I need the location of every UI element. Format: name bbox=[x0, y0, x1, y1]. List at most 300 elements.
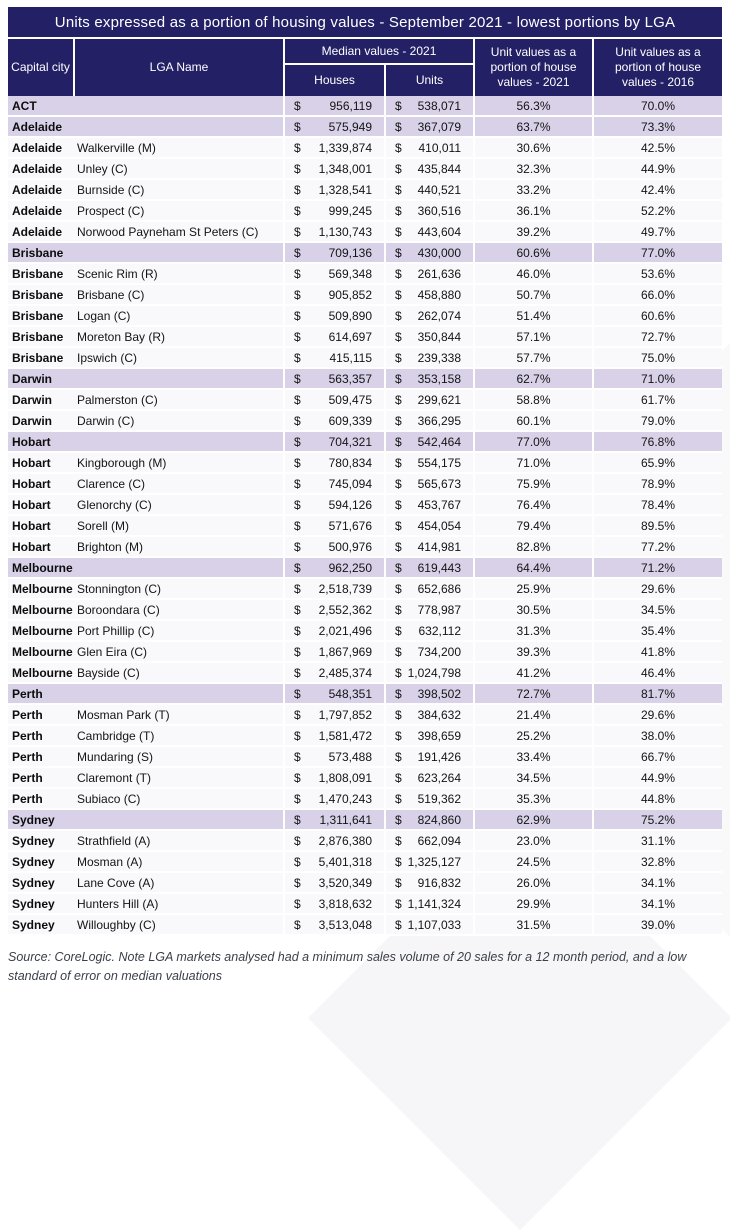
lga-name-cell: Mundaring (S) bbox=[75, 747, 285, 766]
currency-symbol: $ bbox=[395, 476, 402, 491]
portion-2016-cell: 72.7% bbox=[640, 329, 676, 344]
houses-value-cell bbox=[285, 201, 386, 220]
currency-symbol: $ bbox=[294, 665, 301, 680]
amount-text: 548,351 bbox=[328, 686, 372, 701]
houses-value-cell bbox=[285, 264, 386, 283]
currency-symbol: $ bbox=[294, 371, 301, 386]
currency-symbol: $ bbox=[395, 896, 402, 911]
amount-text: 2,485,374 bbox=[318, 665, 372, 680]
table-row bbox=[8, 306, 722, 327]
currency-symbol: $ bbox=[294, 392, 301, 407]
amount-text: 443,604 bbox=[417, 224, 461, 239]
portion-2016-cell: 34.1% bbox=[640, 875, 676, 890]
currency-symbol: $ bbox=[395, 854, 402, 869]
amount-text: 261,636 bbox=[417, 266, 461, 281]
portion-2016-cell: 34.5% bbox=[640, 602, 676, 617]
amount-text: 999,245 bbox=[328, 203, 372, 218]
houses-value-cell bbox=[285, 390, 386, 409]
amount-text: 538,071 bbox=[417, 98, 461, 113]
houses-value-cell bbox=[285, 579, 386, 598]
amount-text: 709,136 bbox=[328, 245, 372, 260]
portion-2021-cell: 50.7% bbox=[475, 285, 594, 304]
summary-row bbox=[8, 117, 722, 138]
amount-text: 956,119 bbox=[329, 98, 372, 113]
houses-value-cell bbox=[285, 726, 386, 745]
table-row bbox=[8, 285, 722, 306]
column-header-houses: Houses bbox=[285, 65, 386, 96]
amount-text: 353,158 bbox=[417, 371, 461, 386]
currency-symbol: $ bbox=[395, 917, 402, 932]
units-value-cell bbox=[386, 369, 475, 388]
portion-2016-cell: 39.0% bbox=[640, 917, 676, 932]
capital-city-cell: Hobart bbox=[12, 476, 51, 491]
table-row bbox=[8, 222, 722, 243]
currency-symbol: $ bbox=[395, 770, 402, 785]
amount-text: 619,443 bbox=[417, 560, 461, 575]
table-body bbox=[8, 96, 722, 936]
currency-symbol: $ bbox=[294, 854, 301, 869]
portion-2016-cell: 77.2% bbox=[640, 539, 676, 554]
currency-symbol: $ bbox=[294, 686, 301, 701]
amount-text: 563,357 bbox=[328, 371, 372, 386]
lga-name-cell: Hunters Hill (A) bbox=[75, 894, 285, 913]
capital-city-cell: ACT bbox=[12, 98, 37, 113]
amount-text: 1,024,798 bbox=[407, 665, 461, 680]
currency-symbol: $ bbox=[294, 833, 301, 848]
units-value-cell bbox=[386, 159, 475, 178]
portion-2016-cell: 71.0% bbox=[640, 371, 676, 386]
portion-2021-cell: 63.7% bbox=[475, 117, 594, 136]
currency-symbol: $ bbox=[395, 812, 402, 827]
currency-symbol: $ bbox=[294, 329, 301, 344]
capital-city-cell: Perth bbox=[12, 791, 43, 806]
amount-text: 571,676 bbox=[328, 518, 372, 533]
houses-value-cell bbox=[285, 915, 386, 934]
portion-2021-cell: 30.5% bbox=[475, 600, 594, 619]
portion-2021-cell: 41.2% bbox=[475, 663, 594, 682]
currency-symbol: $ bbox=[395, 707, 402, 722]
amount-text: 3,818,632 bbox=[318, 896, 372, 911]
units-value-cell bbox=[386, 894, 475, 913]
table-row bbox=[8, 789, 722, 810]
houses-value-cell bbox=[285, 537, 386, 556]
column-header-lga-name: LGA Name bbox=[75, 39, 285, 96]
capital-city-cell: Brisbane bbox=[12, 245, 64, 260]
table-row bbox=[8, 537, 722, 558]
currency-symbol: $ bbox=[294, 896, 301, 911]
currency-symbol: $ bbox=[294, 875, 301, 890]
units-value-cell bbox=[386, 348, 475, 367]
capital-city-cell: Perth bbox=[12, 749, 43, 764]
portion-2021-cell: 33.2% bbox=[475, 180, 594, 199]
lga-name-cell: Walkerville (M) bbox=[75, 138, 285, 157]
amount-text: 573,488 bbox=[328, 749, 372, 764]
houses-value-cell bbox=[285, 348, 386, 367]
portion-2021-cell: 62.9% bbox=[475, 810, 594, 829]
houses-value-cell bbox=[285, 180, 386, 199]
amount-text: 1,328,541 bbox=[318, 182, 372, 197]
amount-text: 398,659 bbox=[417, 728, 461, 743]
currency-symbol: $ bbox=[395, 875, 402, 890]
houses-value-cell bbox=[285, 705, 386, 724]
houses-value-cell bbox=[285, 621, 386, 640]
capital-city-cell: Melbourne bbox=[12, 644, 73, 659]
units-value-cell bbox=[386, 327, 475, 346]
currency-symbol: $ bbox=[294, 812, 301, 827]
portion-2021-cell: 82.8% bbox=[475, 537, 594, 556]
units-value-cell bbox=[386, 306, 475, 325]
amount-text: 500,976 bbox=[328, 539, 372, 554]
table-row bbox=[8, 747, 722, 768]
table-title bbox=[8, 7, 722, 37]
capital-city-cell: Brisbane bbox=[12, 329, 64, 344]
lga-name-cell: Unley (C) bbox=[75, 159, 285, 178]
portion-2021-cell: 76.4% bbox=[475, 495, 594, 514]
units-value-cell bbox=[386, 915, 475, 934]
amount-text: 1,348,001 bbox=[318, 161, 372, 176]
capital-city-cell: Sydney bbox=[12, 833, 55, 848]
portion-2016-cell: 77.0% bbox=[640, 245, 676, 260]
portion-2016-cell: 31.1% bbox=[640, 833, 676, 848]
amount-text: 350,844 bbox=[417, 329, 461, 344]
houses-value-cell bbox=[285, 873, 386, 892]
portion-2021-cell: 24.5% bbox=[475, 852, 594, 871]
portion-2016-cell: 66.0% bbox=[640, 287, 676, 302]
capital-city-cell: Darwin bbox=[12, 413, 53, 428]
currency-symbol: $ bbox=[294, 539, 301, 554]
houses-value-cell bbox=[285, 558, 386, 577]
capital-city-cell: Perth bbox=[12, 728, 43, 743]
table-row bbox=[8, 642, 722, 663]
lga-name-cell: Port Phillip (C) bbox=[75, 621, 285, 640]
summary-row bbox=[8, 432, 722, 453]
capital-city-cell: Sydney bbox=[12, 854, 55, 869]
amount-text: 458,880 bbox=[417, 287, 461, 302]
units-value-cell bbox=[386, 663, 475, 682]
portion-2016-cell: 61.7% bbox=[640, 392, 676, 407]
currency-symbol: $ bbox=[294, 644, 301, 659]
table-row bbox=[8, 852, 722, 873]
capital-city-cell: Darwin bbox=[12, 371, 53, 386]
amount-text: 1,325,127 bbox=[407, 854, 461, 869]
amount-text: 734,200 bbox=[417, 644, 461, 659]
houses-value-cell bbox=[285, 243, 386, 262]
currency-symbol: $ bbox=[395, 371, 402, 386]
amount-text: 824,860 bbox=[417, 812, 461, 827]
portion-2021-cell: 57.7% bbox=[475, 348, 594, 367]
currency-symbol: $ bbox=[294, 224, 301, 239]
table-row bbox=[8, 180, 722, 201]
portion-2021-cell: 39.2% bbox=[475, 222, 594, 241]
capital-city-cell: Sydney bbox=[12, 875, 55, 890]
portion-2021-cell: 57.1% bbox=[475, 327, 594, 346]
currency-symbol: $ bbox=[395, 833, 402, 848]
amount-text: 745,094 bbox=[328, 476, 372, 491]
units-value-cell bbox=[386, 684, 475, 703]
portion-2016-cell: 52.2% bbox=[640, 203, 676, 218]
capital-city-cell: Perth bbox=[12, 707, 43, 722]
units-value-cell bbox=[386, 432, 475, 451]
capital-city-cell: Brisbane bbox=[12, 287, 64, 302]
currency-symbol: $ bbox=[395, 623, 402, 638]
currency-symbol: $ bbox=[395, 224, 402, 239]
lga-name-cell bbox=[75, 558, 285, 577]
capital-city-cell: Brisbane bbox=[12, 308, 64, 323]
currency-symbol: $ bbox=[395, 686, 402, 701]
capital-city-cell: Hobart bbox=[12, 539, 51, 554]
currency-symbol: $ bbox=[294, 560, 301, 575]
portion-2016-cell: 42.5% bbox=[640, 140, 676, 155]
portion-2016-cell: 34.1% bbox=[640, 896, 676, 911]
lga-name-cell: Cambridge (T) bbox=[75, 726, 285, 745]
amount-text: 623,264 bbox=[417, 770, 461, 785]
currency-symbol: $ bbox=[294, 476, 301, 491]
units-value-cell bbox=[386, 96, 475, 115]
amount-text: 440,521 bbox=[417, 182, 461, 197]
capital-city-cell: Sydney bbox=[12, 896, 55, 911]
currency-symbol: $ bbox=[395, 665, 402, 680]
lga-name-cell: Scenic Rim (R) bbox=[75, 264, 285, 283]
table-row bbox=[8, 327, 722, 348]
amount-text: 554,175 bbox=[417, 455, 461, 470]
capital-city-cell: Adelaide bbox=[12, 203, 63, 218]
table-row bbox=[8, 579, 722, 600]
units-value-cell bbox=[386, 264, 475, 283]
amount-text: 3,513,048 bbox=[318, 917, 372, 932]
currency-symbol: $ bbox=[294, 581, 301, 596]
currency-symbol: $ bbox=[294, 119, 301, 134]
portion-2021-cell: 51.4% bbox=[475, 306, 594, 325]
currency-symbol: $ bbox=[395, 518, 402, 533]
amount-text: 594,126 bbox=[328, 497, 372, 512]
lga-name-cell: Brighton (M) bbox=[75, 537, 285, 556]
houses-value-cell bbox=[285, 600, 386, 619]
portion-2021-cell: 56.3% bbox=[475, 96, 594, 115]
houses-value-cell bbox=[285, 516, 386, 535]
portion-2021-cell: 25.9% bbox=[475, 579, 594, 598]
lga-name-cell: Bayside (C) bbox=[75, 663, 285, 682]
amount-text: 565,673 bbox=[417, 476, 461, 491]
table-row bbox=[8, 768, 722, 789]
portion-2016-cell: 29.6% bbox=[640, 581, 676, 596]
capital-city-cell: Adelaide bbox=[12, 224, 63, 239]
amount-text: 1,311,641 bbox=[319, 812, 372, 827]
currency-symbol: $ bbox=[395, 119, 402, 134]
currency-symbol: $ bbox=[294, 161, 301, 176]
currency-symbol: $ bbox=[395, 455, 402, 470]
lga-name-cell: Glenorchy (C) bbox=[75, 495, 285, 514]
portion-2021-cell: 23.0% bbox=[475, 831, 594, 850]
units-value-cell bbox=[386, 558, 475, 577]
lga-name-cell: Palmerston (C) bbox=[75, 390, 285, 409]
amount-text: 414,981 bbox=[417, 539, 461, 554]
units-value-cell bbox=[386, 453, 475, 472]
portion-2021-cell: 31.3% bbox=[475, 621, 594, 640]
lga-name-cell: Logan (C) bbox=[75, 306, 285, 325]
lga-name-cell: Claremont (T) bbox=[75, 768, 285, 787]
report-table bbox=[8, 7, 722, 986]
lga-name-cell bbox=[75, 243, 285, 262]
table-row bbox=[8, 390, 722, 411]
currency-symbol: $ bbox=[395, 182, 402, 197]
summary-row bbox=[8, 96, 722, 117]
amount-text: 905,852 bbox=[328, 287, 372, 302]
capital-city-cell: Perth bbox=[12, 686, 43, 701]
table-row bbox=[8, 495, 722, 516]
houses-value-cell bbox=[285, 684, 386, 703]
lga-name-cell: Subiaco (C) bbox=[75, 789, 285, 808]
capital-city-cell: Adelaide bbox=[12, 182, 63, 197]
amount-text: 410,011 bbox=[418, 140, 461, 155]
units-value-cell bbox=[386, 747, 475, 766]
portion-2016-cell: 73.3% bbox=[640, 119, 676, 134]
portion-2016-cell: 89.5% bbox=[640, 518, 676, 533]
amount-text: 366,295 bbox=[417, 413, 461, 428]
currency-symbol: $ bbox=[395, 644, 402, 659]
currency-symbol: $ bbox=[294, 434, 301, 449]
lga-name-cell bbox=[75, 810, 285, 829]
units-value-cell bbox=[386, 474, 475, 493]
units-value-cell bbox=[386, 138, 475, 157]
houses-value-cell bbox=[285, 663, 386, 682]
amount-text: 454,054 bbox=[417, 518, 461, 533]
amount-text: 191,426 bbox=[417, 749, 461, 764]
currency-symbol: $ bbox=[395, 434, 402, 449]
houses-value-cell bbox=[285, 432, 386, 451]
column-header-capital-city: Capital city bbox=[8, 39, 75, 96]
portion-2021-cell: 60.6% bbox=[475, 243, 594, 262]
portion-2016-cell: 44.8% bbox=[640, 791, 676, 806]
currency-symbol: $ bbox=[294, 350, 301, 365]
amount-text: 299,621 bbox=[417, 392, 461, 407]
amount-text: 652,686 bbox=[417, 581, 461, 596]
amount-text: 519,362 bbox=[417, 791, 461, 806]
portion-2021-cell: 25.2% bbox=[475, 726, 594, 745]
units-value-cell bbox=[386, 180, 475, 199]
currency-symbol: $ bbox=[395, 581, 402, 596]
amount-text: 239,338 bbox=[417, 350, 461, 365]
currency-symbol: $ bbox=[395, 392, 402, 407]
table-row bbox=[8, 621, 722, 642]
capital-city-cell: Adelaide bbox=[12, 140, 63, 155]
currency-symbol: $ bbox=[294, 308, 301, 323]
portion-2021-cell: 31.5% bbox=[475, 915, 594, 934]
portion-2016-cell: 70.0% bbox=[640, 98, 676, 113]
portion-2016-cell: 78.4% bbox=[640, 497, 676, 512]
currency-symbol: $ bbox=[395, 749, 402, 764]
units-value-cell bbox=[386, 705, 475, 724]
table-row bbox=[8, 831, 722, 852]
currency-symbol: $ bbox=[395, 413, 402, 428]
currency-symbol: $ bbox=[294, 140, 301, 155]
units-value-cell bbox=[386, 642, 475, 661]
portion-2016-cell: 71.2% bbox=[640, 560, 676, 575]
currency-symbol: $ bbox=[395, 329, 402, 344]
portion-2021-cell: 29.9% bbox=[475, 894, 594, 913]
currency-symbol: $ bbox=[395, 602, 402, 617]
amount-text: 575,949 bbox=[328, 119, 372, 134]
units-value-cell bbox=[386, 390, 475, 409]
units-value-cell bbox=[386, 579, 475, 598]
currency-symbol: $ bbox=[294, 182, 301, 197]
table-row bbox=[8, 474, 722, 495]
houses-value-cell bbox=[285, 327, 386, 346]
capital-city-cell: Hobart bbox=[12, 434, 51, 449]
houses-value-cell bbox=[285, 285, 386, 304]
capital-city-cell: Melbourne bbox=[12, 560, 73, 575]
units-value-cell bbox=[386, 285, 475, 304]
portion-2016-cell: 46.4% bbox=[640, 665, 676, 680]
amount-text: 1,339,874 bbox=[318, 140, 372, 155]
portion-2016-cell: 35.4% bbox=[640, 623, 676, 638]
table-row bbox=[8, 873, 722, 894]
currency-symbol: $ bbox=[294, 266, 301, 281]
capital-city-cell: Melbourne bbox=[12, 602, 73, 617]
portion-2021-cell: 32.3% bbox=[475, 159, 594, 178]
amount-text: 778,987 bbox=[417, 602, 461, 617]
amount-text: 453,767 bbox=[417, 497, 461, 512]
currency-symbol: $ bbox=[294, 203, 301, 218]
currency-symbol: $ bbox=[395, 140, 402, 155]
units-value-cell bbox=[386, 411, 475, 430]
lga-name-cell: Mosman (A) bbox=[75, 852, 285, 871]
currency-symbol: $ bbox=[294, 497, 301, 512]
amount-text: 780,834 bbox=[328, 455, 372, 470]
column-header-portion-2016: Unit values as a portion of house values - 2016 bbox=[614, 45, 702, 89]
table-row bbox=[8, 663, 722, 684]
capital-city-cell: Melbourne bbox=[12, 623, 73, 638]
amount-text: 367,079 bbox=[417, 119, 461, 134]
portion-2016-cell: 41.8% bbox=[640, 644, 676, 659]
lga-name-cell: Kingborough (M) bbox=[75, 453, 285, 472]
houses-value-cell bbox=[285, 894, 386, 913]
summary-row bbox=[8, 810, 722, 831]
table-row bbox=[8, 159, 722, 180]
units-value-cell bbox=[386, 810, 475, 829]
units-value-cell bbox=[386, 243, 475, 262]
portion-2021-cell: 71.0% bbox=[475, 453, 594, 472]
houses-value-cell bbox=[285, 306, 386, 325]
currency-symbol: $ bbox=[395, 308, 402, 323]
portion-2021-cell: 79.4% bbox=[475, 516, 594, 535]
portion-2016-cell: 60.6% bbox=[640, 308, 676, 323]
currency-symbol: $ bbox=[294, 287, 301, 302]
currency-symbol: $ bbox=[294, 98, 301, 113]
currency-symbol: $ bbox=[294, 728, 301, 743]
currency-symbol: $ bbox=[294, 917, 301, 932]
portion-2016-cell: 38.0% bbox=[640, 728, 676, 743]
portion-2016-cell: 79.0% bbox=[640, 413, 676, 428]
currency-symbol: $ bbox=[395, 728, 402, 743]
houses-value-cell bbox=[285, 852, 386, 871]
portion-2016-cell: 78.9% bbox=[640, 476, 676, 491]
table-row bbox=[8, 453, 722, 474]
lga-name-cell: Brisbane (C) bbox=[75, 285, 285, 304]
currency-symbol: $ bbox=[294, 602, 301, 617]
summary-row bbox=[8, 684, 722, 705]
portion-2016-cell: 53.6% bbox=[640, 266, 676, 281]
houses-value-cell bbox=[285, 810, 386, 829]
units-value-cell bbox=[386, 852, 475, 871]
houses-value-cell bbox=[285, 159, 386, 178]
amount-text: 662,094 bbox=[417, 833, 461, 848]
table-row bbox=[8, 705, 722, 726]
units-value-cell bbox=[386, 201, 475, 220]
units-value-cell bbox=[386, 768, 475, 787]
portion-2021-cell: 35.3% bbox=[475, 789, 594, 808]
portion-2016-cell: 44.9% bbox=[640, 161, 676, 176]
houses-value-cell bbox=[285, 474, 386, 493]
